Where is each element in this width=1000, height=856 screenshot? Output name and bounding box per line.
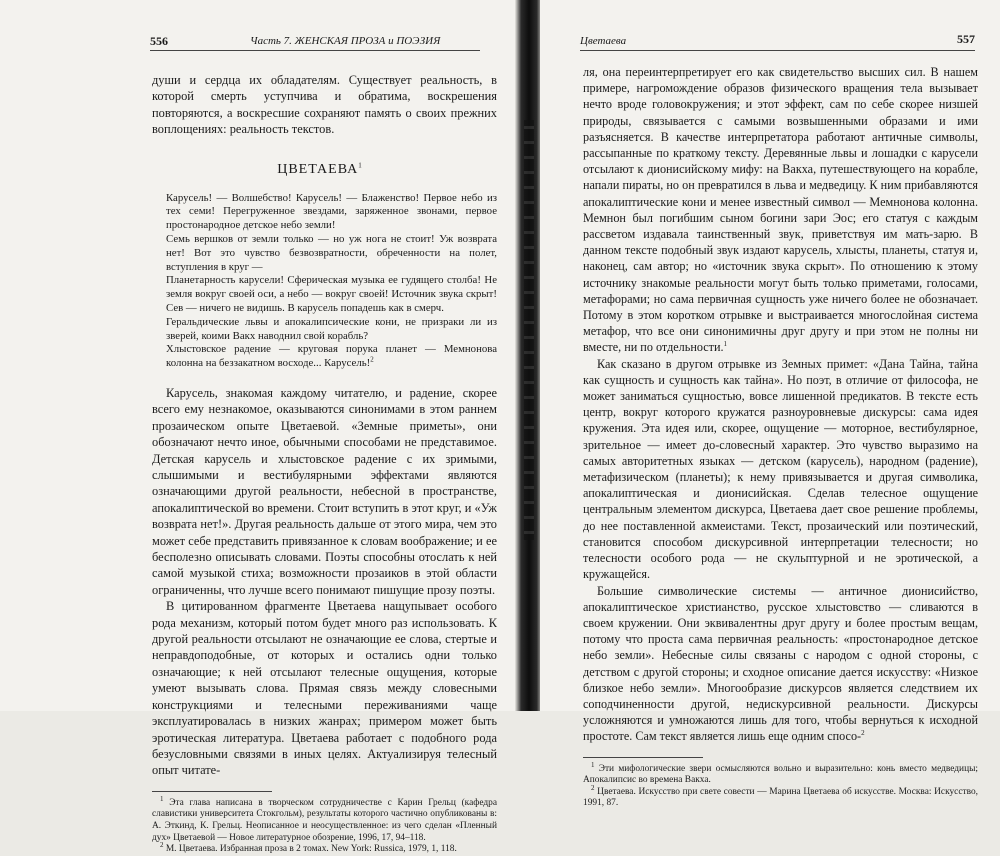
footnote-text: Эта глава написана в творческом сотрудничестве с Карин Грельц (кафедра славистики университета Стокгольм), результаты которого частично опубликованы в: А. Эткинд, К. Грельц. Неописанное и неосуществленное: из чего сделан «Пленный дух» Цветаевой — Новое литературное обозрение, 1996, 17, 94–118.	[152, 797, 497, 843]
right-running-title: Цветаева	[580, 35, 627, 47]
right-page	[540, 0, 1000, 809]
footnote-ref: 1	[723, 340, 728, 349]
body-paragraph: Карусель, знакомая каждому читателю, и радение, скорее всего ему незнакомое, оказываются синонимами в этом раннем прозаическом опыте Цветаевой. «Земные приметы», они обозначают нечто иное, обычными способами не представимое. Детская карусель и хлыстовское радение с их зримыми, слышимыми и вестибулярными эффектами являются означающими другой реальности, небесной в пространстве, апокалиптической во времени. Стоит вступить в этот круг, и «Уж возврата нет!». Другая реальность дальше от этого мира, чем это может себе представить привязанное к словам воображение; и ее бесполезно описывать словами. Поэты способны отослать к ней самой музыкой стиха; возможности прозаиков в этой области ограниченны, что лучше всего понимают пишущие прозу поэты.	[152, 385, 497, 597]
section-title-text: ЦВЕТАЕВА	[277, 161, 359, 177]
epigraph	[152, 192, 497, 371]
footnote-number: 2	[591, 783, 595, 792]
section-title-note-ref: 1	[358, 160, 362, 169]
paragraph-text: ля, она переинтерпретирует его как свидетельство высших сил. В нашем примере, нагромождение образов физического вращения тела вызывает нечто вроде головокружения; и этот эффект, сам по себе скорее низшей природы, связывается с самыми возвышенными образами и ими разъясняется. В качестве интерпретатора работают античные символы, рассыпанные по краткому тексту. Деревянные львы и лошадки с карусели отсылают к дионисийскому мифу: на Вакха, путешествующего на корабле, напали пираты, но он превратился в льва и медведицу. К ним прибавляются апокалиптические кони и менее известный символ — Мемнонова колонна. Мемнон был погибшим сыном богини зари Эос; его статуя с каждым рассветом издавала таинственный звук, приветствуя им мать-зарю. В данном тексте подобный звук издают карусель, хлысты, планеты, статуя и, наконец, сам автор; но «источник звука скрыт». По отношению к этому источнику знакомые реальности могут быть только приметами, голосами, метафорами; но сама первичная сущность уже ничего более не обозначает. Потому в этом коротком отрывке и выстраивается многослойная система метафор, что все они синонимичны друг другу и при этом не полны ни вместе, ни по отдельности.	[583, 65, 978, 355]
epigraph-line: Геральдические львы и апокалипсические кони, не призраки ли из зверей, коими Вакх наводнил свой корабль?	[166, 315, 497, 342]
footnote	[583, 760, 978, 787]
left-running-head	[150, 34, 480, 51]
left-footnotes	[152, 794, 497, 856]
binding-gutter	[515, 0, 543, 711]
epigraph-line: Карусель! — Волшебство! Карусель! — Блаженство! Первое небо из тех семи! Перегруженное звездами, заряженное звонами, первое простонародное детское небо земли!	[166, 191, 497, 232]
footnote-text: Цветаева. Искусство при свете совести — Марина Цветаева об искусстве. Москва: Искусство, 1991, 87.	[583, 786, 978, 809]
footnote-text: М. Цветаева. Избранная проза в 2 томах. New York: Russica, 1979, 1, 118.	[165, 844, 457, 855]
body-paragraph	[583, 64, 978, 356]
right-footnotes	[583, 760, 978, 810]
body-paragraph: Как сказано в другом отрывке из Земных примет: «Дана Тайна, тайна как сущность и сущность как тайна». Но поэт, в отличие от философа, не может заниматься сущностью, вовсе лишенной предикатов. В тексте есть центр, вокруг которого кружатся разноуровневые дискурсы: сама идея кружения. Эта идея или, скорее, ощущение — моторное, вестибулярное, зрительное — имеет до-словесный характер. Это чувство выразимо на самых авторитетных языках — детском (карусель), народном (радение), метафизическом (планеты); к нему привязывается и другая символика, апокалиптическая и дионисийская. Сделав телесное ощущение центральным элементом дискурса, Цветаева дает свое решение проблемы, до нее поставленной акмеистами. Текст, прозаический или поэтический, становится способом дискурсивной интерпретации телесности; но телесности особого рода — не скульптурной и не эротической, а кружащейся.	[583, 356, 978, 582]
epigraph-last-line-text: Хлыстовское радение — круговая порука планет — Мемнонова колонна на беззакатном восходе... Карусель!	[166, 343, 497, 370]
footnote-rule	[583, 757, 703, 758]
right-page-number: 557	[957, 32, 975, 46]
paragraph-text: Большие символические системы — античное дионисийство, апокалиптическое христианство, русское хлыстовство — сливаются в своем кружении. Они эквивалентны друг другу и более простым вещам, потому что проста сама первичная реальность: «простонародное детское небо земли». Небесные силы связаны с народом с одной стороны, с детством с другой стороны; и сходное описание дается искусству: «Низкое близкое небо земли». Многообразие дискурсов является следствием их соподчиненности другой, недискурсивной реальности. Дискурсы усложняются и умножаются лишь для того, чтобы вернуться к исходной простоте. Сам текст является лишь еще одним спосо-	[583, 583, 978, 744]
footnote-rule	[152, 791, 272, 792]
footnote-number: 2	[160, 840, 164, 849]
left-text-column	[152, 72, 497, 856]
body-paragraph	[583, 583, 978, 745]
epigraph-line: Планетарность карусели! Сферическая музыка ее гудящего столба! Не земля вокруг своей оси, а небо — вокруг своей! Источник звука скрыт! Сев — ничего не видишь. В карусель попадешь как в смерч.	[166, 274, 497, 314]
footnote	[152, 794, 497, 844]
right-running-head	[580, 34, 975, 51]
footnote-number: 1	[591, 760, 595, 769]
epigraph-line	[166, 343, 497, 371]
section-title	[152, 162, 497, 178]
epigraph-note-ref: 2	[370, 355, 374, 364]
intro-paragraph: души и сердца их обладателям. Существует реальность, в которой смерть уступчива и обратима, воскрешения повторяются, а воскресшие сохраняют память о своих прежних воплощениях: реальность текстов.	[152, 73, 497, 137]
footnote-number: 1	[160, 794, 164, 803]
epigraph-line: Семь вершков от земли только — но уж нога не стоит! Уж возврата нет! Вот это чувство безвозвратности, обреченности на полет, вступления в круг —	[166, 233, 497, 273]
footnote-text: Эти мифологические звери осмысляются вольно и выразительно: конь вместо медведицы; Апокалипсис во времена Вакха.	[583, 763, 978, 786]
body-paragraph: В цитированном фрагменте Цветаева нащупывает особого рода механизм, который потом будет много раз использовать. К другой реальности отсылают не означающие ее слова, стертые и неправдоподобные, от которых и остались одни только означающие; к ней отсылают телесные ощущения, которые умеют вызывать слова. Прямая связь между словесными конструкциями и телесными переживаниями чаще эксплуатировалась в низких жанрах; примером может быть эротическая литература. Цветаева работает с подобного рода безусловными связями в иных целях. Актуализируя телесный опыт читате-	[152, 599, 497, 778]
left-page-number: 556	[150, 34, 168, 48]
left-running-title: Часть 7. ЖЕНСКАЯ ПРОЗА и ПОЭЗИЯ	[250, 35, 441, 47]
right-text-column	[583, 64, 978, 810]
footnote	[583, 783, 978, 810]
footnote	[152, 840, 497, 856]
footnote-ref: 2	[861, 729, 865, 738]
